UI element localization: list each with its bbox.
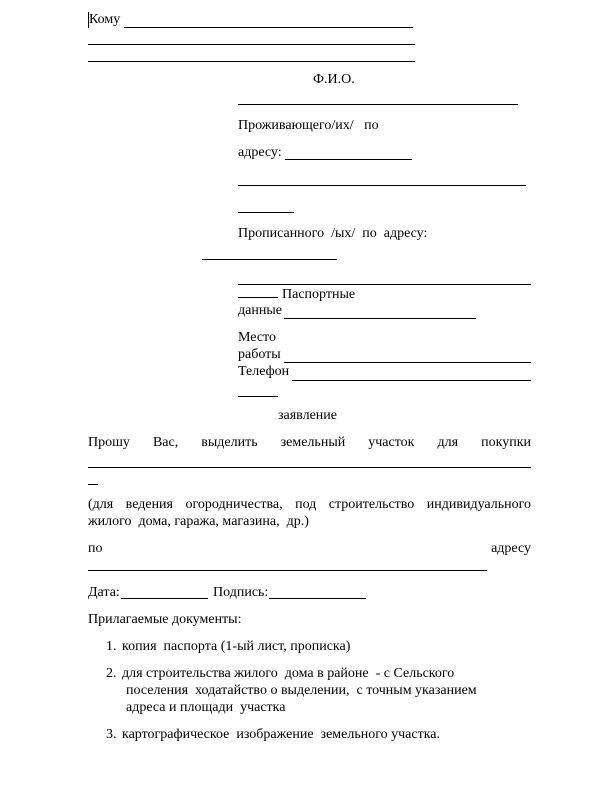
to-field-line-3[interactable] <box>88 61 415 62</box>
work-field-line[interactable] <box>284 362 531 363</box>
residence-address-line-2[interactable] <box>238 185 526 186</box>
residence-address-line[interactable] <box>285 159 412 160</box>
passport-field-line[interactable] <box>284 318 476 319</box>
list-item-number: 2. <box>106 666 117 681</box>
address-prefix: по <box>88 541 103 556</box>
date-label: Дата: <box>88 585 120 600</box>
fio-field-line[interactable] <box>238 104 518 105</box>
list-item-continuation: поселения ходатайство о выделении, с точным указанием <box>126 683 477 698</box>
attachments-heading: Прилагаемые документы: <box>88 612 242 627</box>
passport-label-2: данные <box>238 303 282 318</box>
fio-label: Ф.И.О. <box>313 72 355 87</box>
list-item-number: 1. <box>106 639 117 654</box>
date-field-line[interactable] <box>121 598 208 599</box>
plot-address-line[interactable] <box>88 570 487 571</box>
work-label-2: работы <box>238 347 281 362</box>
signature-field-line[interactable] <box>269 598 366 599</box>
registration-address-line[interactable] <box>202 259 337 260</box>
request-text: Прошу Вас, выделить земельный участок для покупки <box>88 435 531 450</box>
phone-field-line[interactable] <box>292 380 531 381</box>
to-field-line-2[interactable] <box>88 44 415 45</box>
list-item: копия паспорта (1-ый лист, прописка) <box>122 639 351 654</box>
registration-address-line-3[interactable] <box>238 297 278 298</box>
document-title: заявление <box>278 408 338 423</box>
registration-address-line-2[interactable] <box>238 284 531 285</box>
purpose-text-2: жилого дома, гаража, магазина, др.) <box>88 514 309 529</box>
residence-address-line-3[interactable] <box>238 212 294 213</box>
work-label: Место <box>238 330 276 345</box>
address-label: адресу: <box>238 145 282 160</box>
list-item-number: 3. <box>106 727 117 742</box>
phone-label: Телефон <box>238 364 290 379</box>
purchase-field-line[interactable] <box>88 467 531 468</box>
to-field-line[interactable] <box>124 27 413 28</box>
residing-label: Проживающего/их/ по <box>238 118 379 133</box>
purchase-field-line-2[interactable] <box>88 484 98 485</box>
list-item-continuation: адреса и площади участка <box>126 700 286 715</box>
list-item: картографическое изображение земельного участка. <box>122 727 441 742</box>
to-label: Кому <box>89 12 121 27</box>
passport-label: Паспортные <box>282 287 356 302</box>
signature-label: Подпись: <box>213 585 269 600</box>
phone-field-line-2[interactable] <box>238 396 278 397</box>
address-word: адресу <box>491 541 531 556</box>
list-item: для строительства жилого дома в районе - с Сельского <box>122 666 455 681</box>
purpose-text: (для ведения огородничества, под строительство индивидуального <box>88 497 531 512</box>
registered-label: Прописанного /ых/ по адресу: <box>238 226 428 241</box>
